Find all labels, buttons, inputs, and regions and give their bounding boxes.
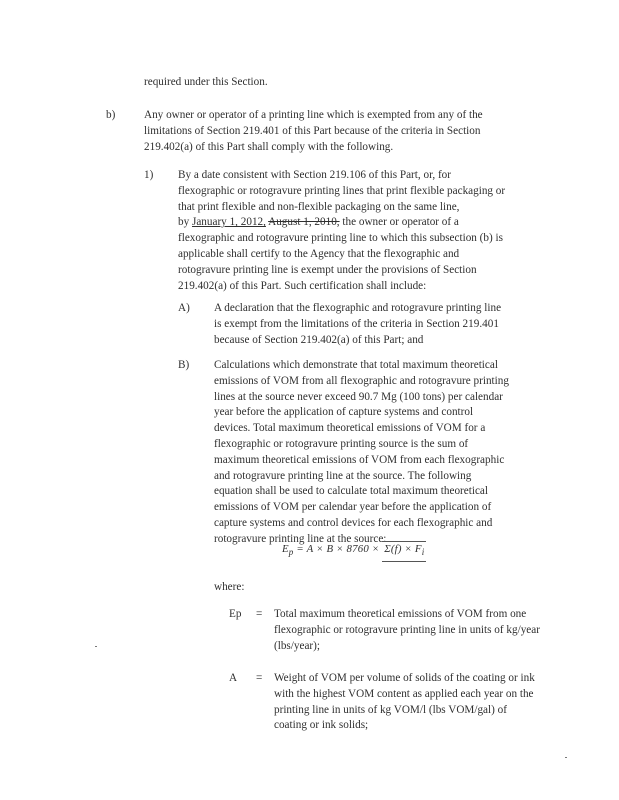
item-1-line: 219.402(a) of this Part. Such certification shall include:: [178, 279, 427, 292]
definition-symbol-ep: Ep: [229, 608, 242, 620]
item-b-line: year before the application of capture systems and control: [214, 406, 474, 419]
equation-bracket-text: Σ(f) × F: [384, 543, 422, 555]
item-a-line: A declaration that the flexographic and rotogravure printing line: [214, 302, 502, 314]
item-b-line: rotogravure printing line at the source:: [214, 532, 387, 545]
item-b-line: lines at the source never exceed 90.7 Mg (100 tons) per calendar: [214, 390, 503, 403]
definition-line: Total maximum theoretical emissions of VOM from one: [274, 608, 527, 620]
scan-speck: [95, 646, 97, 647]
definition-equals-sign: =: [256, 672, 263, 684]
item-1-line: flexographic or rotogravure printing lines that print flexible packaging or: [178, 184, 506, 197]
item-1-line: applicable shall certify to the Agency that the flexographic and: [178, 247, 460, 260]
item-1-line: flexographic and rotogravure printing line to which this subsection (b) is: [178, 232, 503, 245]
emissions-equation: [282, 541, 426, 562]
item-b-line: flexographic or rotogravure printing source is the sum of: [214, 437, 469, 450]
item-b-paragraph: [214, 358, 544, 548]
item-1-line-4-suffix: the owner or operator of a: [342, 216, 459, 229]
item-a-line: because of Section 219.402(a) of this Part; and: [214, 333, 424, 346]
definition-line: printing line in units of kg VOM/l (lbs VOM/gal) of: [274, 703, 507, 716]
item-b-marker: B): [178, 359, 190, 371]
subsection-b-marker: b): [106, 109, 116, 121]
definition-line: flexographic or rotogravure printing line in units of kg/year: [274, 623, 540, 636]
item-1-paragraph: [178, 168, 548, 294]
item-b-line: capture systems and control devices for each flexographic and: [214, 516, 493, 529]
definition-ep-text: [274, 607, 554, 654]
equation-rhs: = A × B × 8760 ×: [293, 543, 383, 555]
definition-line: coating or ink solids;: [274, 719, 369, 732]
item-1-line: rotogravure printing line is exempt under the provisions of Section: [178, 263, 477, 276]
item-b-line: and rotogravure printing line at the source. The following: [214, 469, 472, 482]
equation-bracket-term: [382, 541, 426, 562]
item-1-marker: 1): [144, 169, 154, 181]
item-b-line: equation shall be used to calculate total maximum theoretical: [214, 485, 489, 498]
subsection-b-line: limitations of Section 219.401 of this Part because of the criteria in Section: [144, 124, 481, 137]
item-1-line-4-prefix: by: [178, 216, 190, 229]
item-b-line: emissions of VOM per calendar year before the application of: [214, 501, 492, 514]
top-line-text: required under this Section.: [144, 76, 268, 88]
item-b-line: Calculations which demonstrate that total maximum theoretical: [214, 359, 498, 371]
definition-symbol-a: A: [229, 672, 238, 684]
equation-lhs-subscript: p: [288, 547, 294, 558]
definition-line: (lbs/year);: [274, 639, 320, 652]
definition-line: Weight of VOM per volume of solids of the coating or ink: [274, 672, 535, 684]
item-1-line-amended: [178, 215, 548, 231]
definition-equals-sign: =: [256, 608, 263, 620]
item-a-paragraph: [214, 301, 544, 348]
subsection-b-paragraph: [144, 108, 534, 155]
definition-line: with the highest VOM content as applied each year on the: [274, 687, 534, 700]
amended-date-inserted: January 1, 2012,: [191, 216, 266, 229]
item-b-line: devices. Total maximum theoretical emissions of VOM for a: [214, 422, 486, 435]
subsection-b-line: Any owner or operator of a printing line which is exempted from any of the: [144, 109, 483, 121]
item-a-line: is exempt from the limitations of the criteria in Section 219.401: [214, 317, 499, 330]
definition-a-text: [274, 671, 554, 734]
equation-bracket-subscript: i: [421, 547, 425, 558]
item-1-line: that print flexible and non-flexible packaging on the same line,: [178, 200, 460, 213]
where-label: where:: [214, 581, 245, 593]
subsection-b-line: 219.402(a) of this Part shall comply with the following.: [144, 140, 394, 153]
amended-date-struck: August 1, 2010,: [268, 216, 340, 229]
item-a-marker: A): [178, 302, 190, 314]
scan-speck: [565, 757, 567, 758]
equation-lhs: E: [282, 543, 289, 555]
item-b-line: emissions of VOM from all flexographic and rotogravure printing: [214, 374, 509, 387]
item-1-line: By a date consistent with Section 219.106 of this Part, or, for: [178, 169, 451, 181]
item-b-line: maximum theoretical emissions of VOM from each flexographic: [214, 453, 505, 466]
